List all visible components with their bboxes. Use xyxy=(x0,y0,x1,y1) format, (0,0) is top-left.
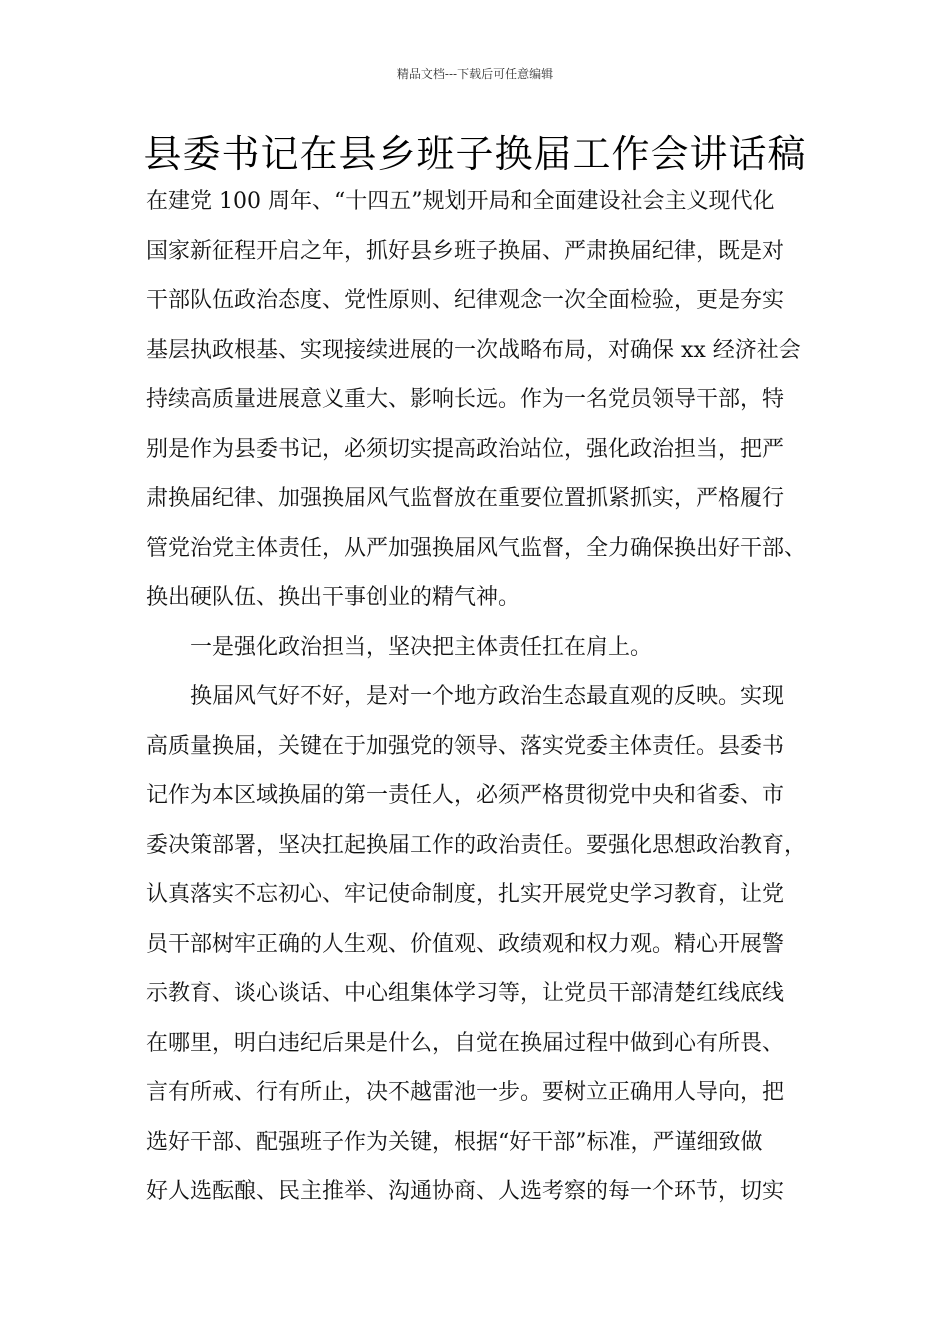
text-line: 好人选酝酿、民主推举、沟通协商、人选考察的每一个环节，切实 xyxy=(146,1179,785,1204)
text-line: 示教育、谈心谈话、中心组集体学习等，让党员干部清楚红线底线 xyxy=(146,981,785,1006)
text-line: 委决策部署，坚决扛起换届工作的政治责任。要强化思想政治教育， xyxy=(146,832,807,858)
text-line: 换出硬队伍、换出干事创业的精气神。 xyxy=(146,585,521,610)
document-title: 县委书记在县乡班子换届工作会讲话稿 xyxy=(143,132,807,176)
text-line: 干部队伍政治态度、党性原则、纪律观念一次全面检验，更是夯实 xyxy=(146,288,785,313)
text-line: 在哪里，明白违纪后果是什么，自觉在换届过程中做到心有所畏、 xyxy=(146,1030,785,1056)
text-line: 国家新征程开启之年，抓好县乡班子换届、严肃换届纪律，既是对 xyxy=(146,238,785,264)
text-line: 认真落实不忘初心、牢记使命制度，扎实开展党史学习教育，让党 xyxy=(146,882,785,907)
text-line: 别是作为县委书记，必须切实提高政治站位，强化政治担当，把严 xyxy=(146,436,785,462)
text-line: 持续高质量进展意义重大、影响长远。作为一名党员领导干部，特 xyxy=(146,387,785,412)
text-line: 肃换届纪律、加强换届风气监督放在重要位置抓紧抓实，严格履行 xyxy=(146,486,785,511)
text-line: 在建党 100 周年、“十四五”规划开局和全面建设社会主义现代化 xyxy=(146,189,775,214)
text-line: 换届风气好不好，是对一个地方政治生态最直观的反映。实现 xyxy=(190,684,785,709)
text-line: 记作为本区域换届的第一责任人，必须严格贯彻党中央和省委、市 xyxy=(146,783,785,808)
text-line: 高质量换届，关键在于加强党的领导、落实党委主体责任。县委书 xyxy=(146,733,785,759)
text-line: 员干部树牢正确的人生观、价值观、政绩观和权力观。精心开展警 xyxy=(146,931,785,957)
document-body xyxy=(146,177,826,1217)
text-line: 一是强化政治担当，坚决把主体责任扛在肩上。 xyxy=(190,634,653,660)
text-line: 选好干部、配强班子作为关键，根据“好干部”标准，严谨细致做 xyxy=(146,1129,763,1155)
text-line: 言有所戒、行有所止，决不越雷池一步。要树立正确用人导向，把 xyxy=(146,1080,785,1105)
page-header: 精品文档---下载后可任意编辑 xyxy=(396,67,554,81)
text-line: 管党治党主体责任，从严加强换届风气监督，全力确保换出好干部、 xyxy=(146,535,807,561)
text-line: 基层执政根基、实现接续进展的一次战略布局，对确保 xx 经济社会 xyxy=(146,337,801,363)
